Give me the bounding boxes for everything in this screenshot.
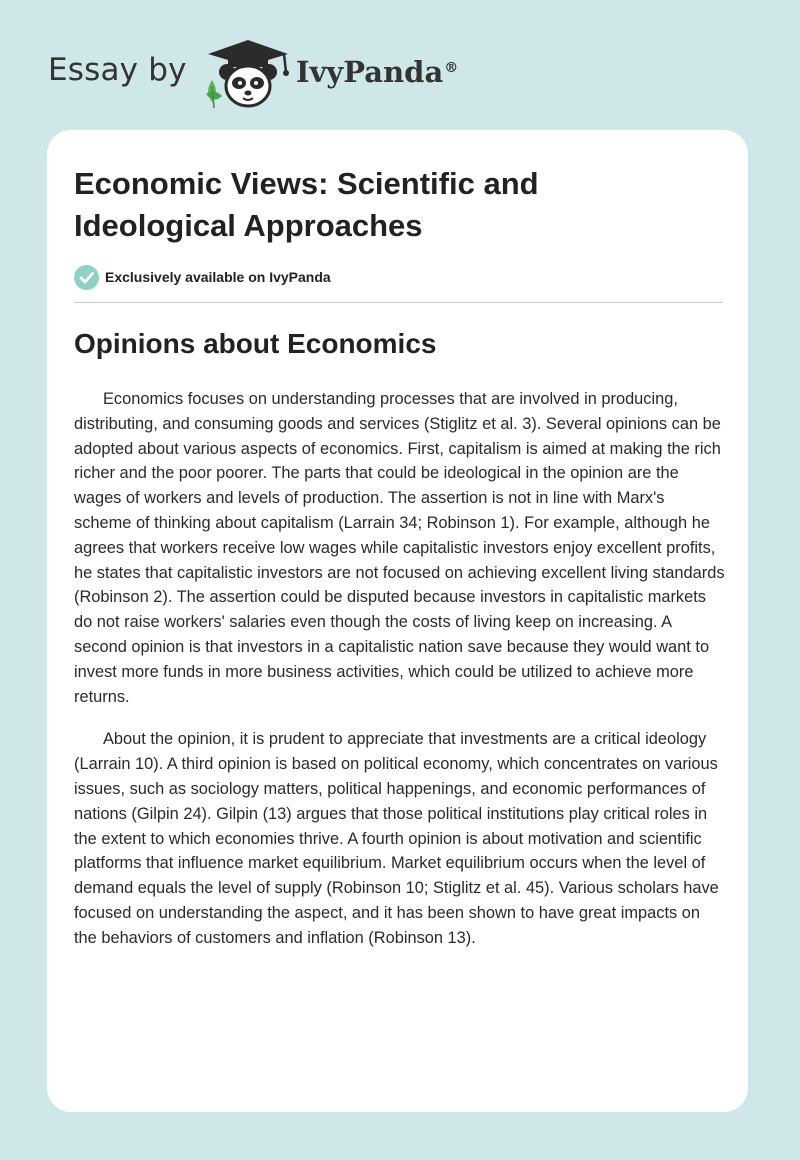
essay-body — [74, 387, 725, 969]
brand-name-text: IvyPanda — [296, 55, 444, 89]
exclusive-badge-text: Exclusively available on IvyPanda — [105, 269, 331, 285]
essay-by-label: Essay by — [48, 52, 187, 88]
check-circle-icon — [74, 265, 99, 290]
site-header — [0, 0, 800, 120]
page-title: Economic Views: Scientific and Ideological Approaches — [74, 166, 539, 243]
divider — [74, 302, 723, 303]
panda-graduate-icon[interactable] — [200, 36, 300, 110]
paragraph: Economics focuses on understanding processes that are involved in producing, distributing, and consuming goods and services (Stiglitz et al. 3). Several opinions can be adopted about various aspects of economics. First, capitalism is aimed at making the rich richer and the poor poorer. The parts that could be ideological in the opinion are the wages of workers and levels of production. The assertion is not in line with Marx's scheme of thinking about capitalism (Larrain 34; Robinson 1). For example, although he agrees that workers receive low wages while capitalistic investors enjoy excellent profits, he states that capitalistic investors are not focused on achieving excellent living standards (Robinson 2). The assertion could be disputed because investors in capitalistic markets do not raise workers' salaries even though the costs of living keep on increasing. A second opinion is that investors in a capitalistic nation save because they would want to invest more funds in more business activities, which could be utilized to achieve more returns. — [74, 390, 725, 706]
exclusive-badge — [74, 264, 331, 290]
essay-card — [47, 130, 748, 1112]
brand-name[interactable] — [296, 52, 458, 92]
registered-mark: ® — [444, 60, 459, 76]
paragraph: About the opinion, it is prudent to appreciate that investments are a critical ideology (Larrain 10). A third opinion is based on political economy, which concentrates on various issues, such as sociology matters, political happenings, and economic performances of nations (Gilpin 24). Gilpin (13) argues that those political institutions play critical roles in the extent to which economies thrive. A fourth opinion is about motivation and scientific platforms that influence market equilibrium. Market equilibrium occurs when the level of demand equals the level of supply (Robinson 10; Stiglitz et al. 45). Various scholars have focused on understanding the aspect, and it has been shown to have great impacts on the behaviors of customers and inflation (Robinson 13). — [74, 730, 719, 947]
section-heading: Opinions about Economics — [74, 328, 437, 359]
